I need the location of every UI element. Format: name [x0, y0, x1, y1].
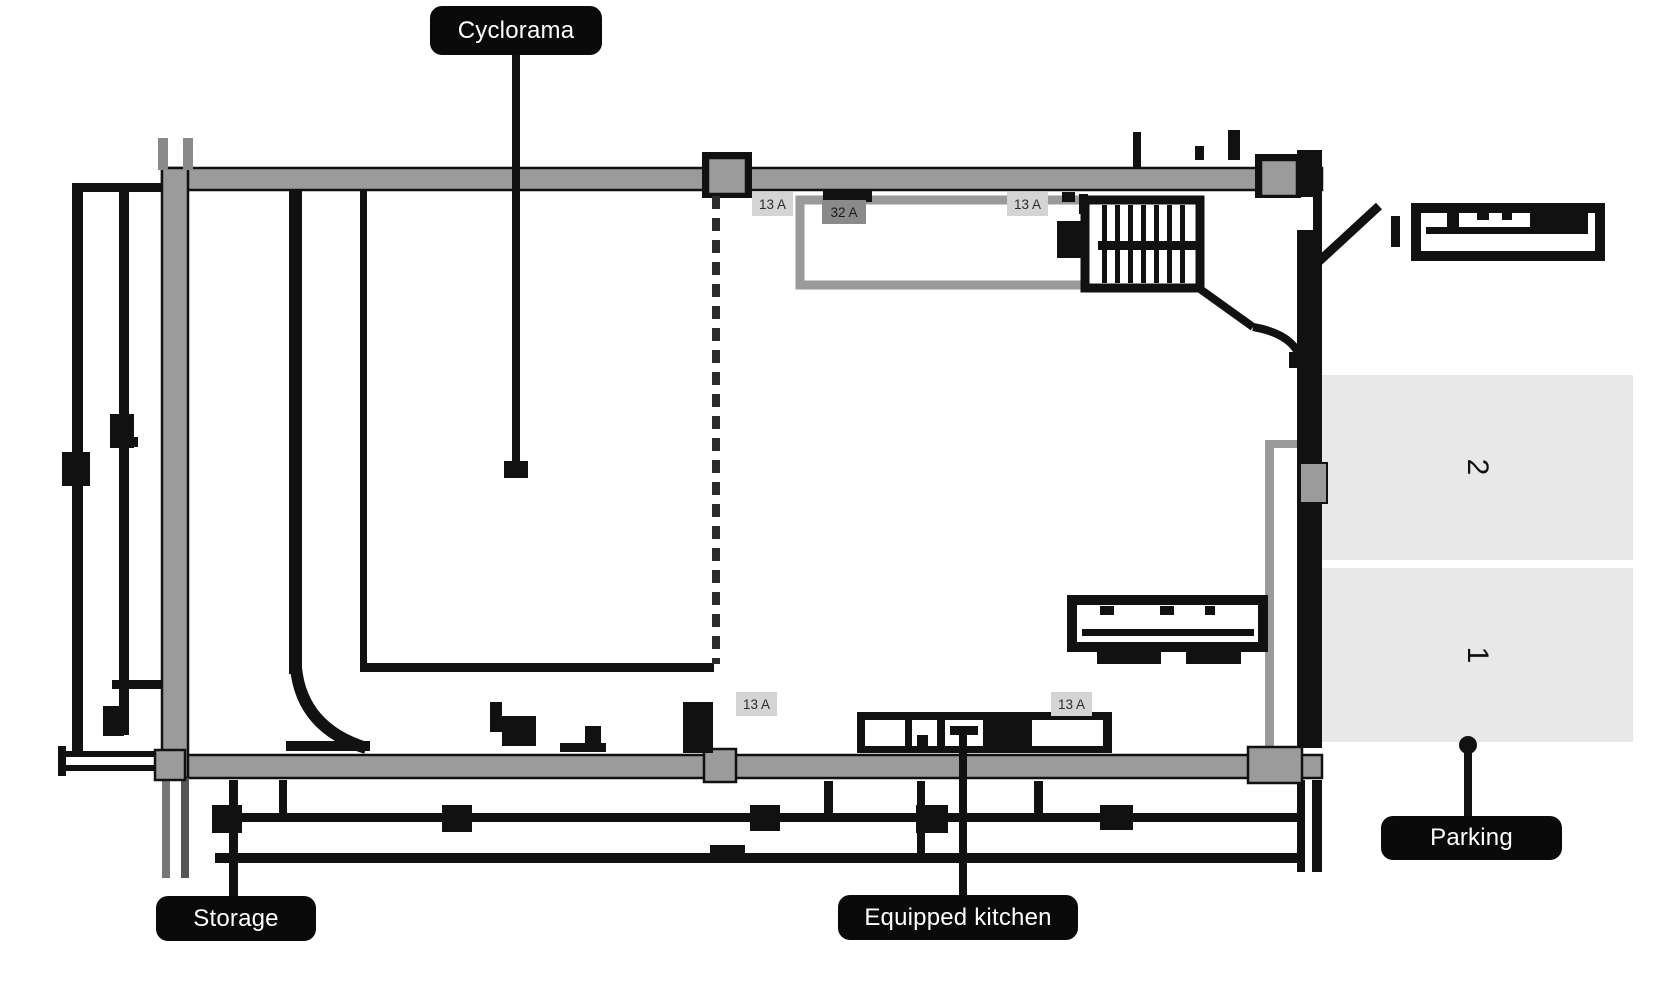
bench-right — [1072, 600, 1263, 664]
amp-badge-13a-top-right — [1007, 192, 1048, 216]
stall-number-text: 2 — [1461, 458, 1494, 476]
cyclorama-label — [430, 6, 602, 55]
parking-label-text: Parking — [1430, 824, 1513, 851]
cyclorama-label-text: Cyclorama — [457, 16, 575, 44]
track-lines — [800, 200, 1305, 748]
floor-sockets — [490, 702, 713, 753]
amp-badge-32a — [822, 200, 866, 224]
amp-badge-text: 13 A — [758, 196, 787, 212]
utility-lines-bottom — [212, 780, 1300, 863]
storage-label — [156, 896, 316, 941]
interior-door-swing — [1200, 289, 1302, 368]
parking-stall-1-number — [1460, 638, 1494, 672]
exterior-utility-lines-left — [58, 183, 164, 776]
equipped-kitchen-label — [838, 895, 1078, 940]
amp-badge-13a-top-left — [752, 192, 793, 216]
parking-stall-2-number — [1460, 450, 1494, 484]
stairs — [1085, 200, 1200, 288]
garage-door — [1300, 463, 1327, 503]
amp-badge-13a-bottom-right — [1051, 692, 1092, 716]
parking-label — [1381, 816, 1562, 860]
amp-badge-text: 13 A — [1057, 696, 1086, 712]
amp-badge-13a-bottom-left — [736, 692, 777, 716]
bench-top-right — [1416, 208, 1600, 256]
cyclorama-walls — [286, 190, 714, 751]
stall-number-text: 1 — [1461, 646, 1494, 664]
amp-badge-text: 13 A — [1013, 196, 1042, 212]
equipped-kitchen-label-text: Equipped kitchen — [864, 903, 1052, 931]
storage-label-text: Storage — [193, 904, 279, 932]
parking-stalls — [1322, 375, 1633, 742]
amp-badge-text: 32 A — [830, 204, 858, 220]
kitchen-counter — [857, 712, 1112, 753]
amp-badge-text: 13 A — [742, 696, 771, 712]
